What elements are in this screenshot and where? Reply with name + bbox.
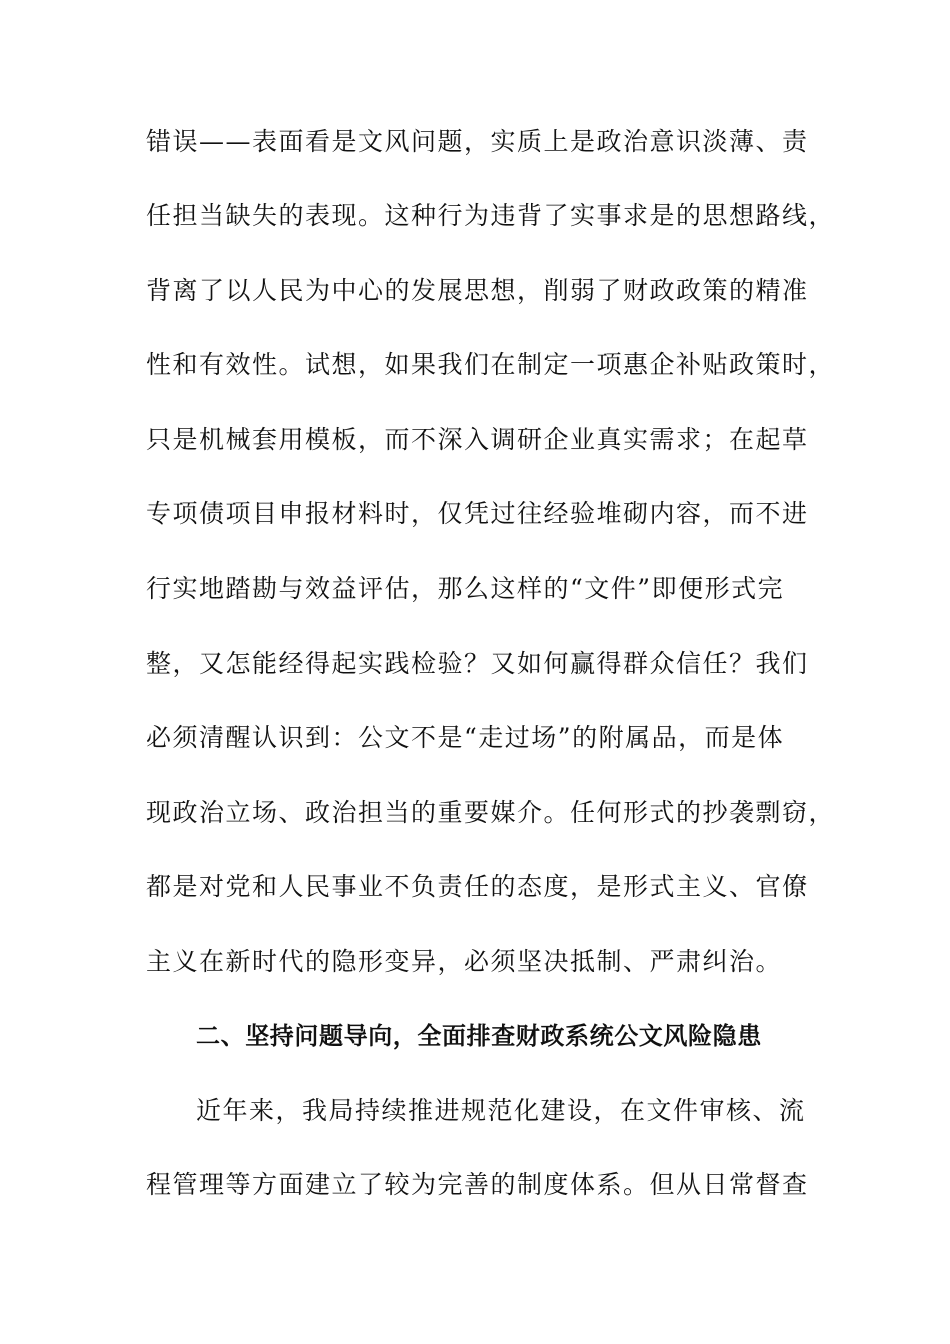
text-line: 专项债项目申报材料时，仅凭过往经验堆砌内容，而不进 — [146, 499, 809, 528]
text-line: 错误——表面看是文风问题，实质上是政治意识淡薄、责 — [146, 127, 809, 156]
paragraph-first-line: 近年来，我局持续推进规范化建设，在文件审核、流 — [196, 1096, 806, 1125]
text-line: 都是对党和人民事业不负责任的态度，是形式主义、官僚 — [146, 872, 809, 901]
text-line: 性和有效性。试想，如果我们在制定一项惠企补贴政策时， — [146, 350, 836, 379]
section-heading: 二、坚持问题导向，全面排查财政系统公文风险隐患 — [196, 1022, 762, 1050]
text-line: 整，又怎能经得起实践检验？又如何赢得群众信任？我们 — [146, 649, 809, 678]
text-line: 背离了以人民为中心的发展思想，削弱了财政政策的精准 — [146, 276, 809, 305]
text-line: 只是机械套用模板，而不深入调研企业真实需求；在起草 — [146, 425, 809, 454]
text-line: 行实地踏勘与效益评估，那么这样的“文件”即便形式完 — [146, 574, 785, 603]
text-line: 必须清醒认识到：公文不是“走过场”的附属品，而是体 — [146, 723, 785, 752]
text-line: 任担当缺失的表现。这种行为违背了实事求是的思想路线， — [146, 201, 836, 230]
text-line: 程管理等方面建立了较为完善的制度体系。但从日常督查 — [146, 1170, 809, 1199]
text-line: 现政治立场、政治担当的重要媒介。任何形式的抄袭剽窃， — [146, 798, 836, 827]
text-line: 主义在新时代的隐形变异，必须坚决抵制、严肃纠治。 — [146, 947, 783, 976]
